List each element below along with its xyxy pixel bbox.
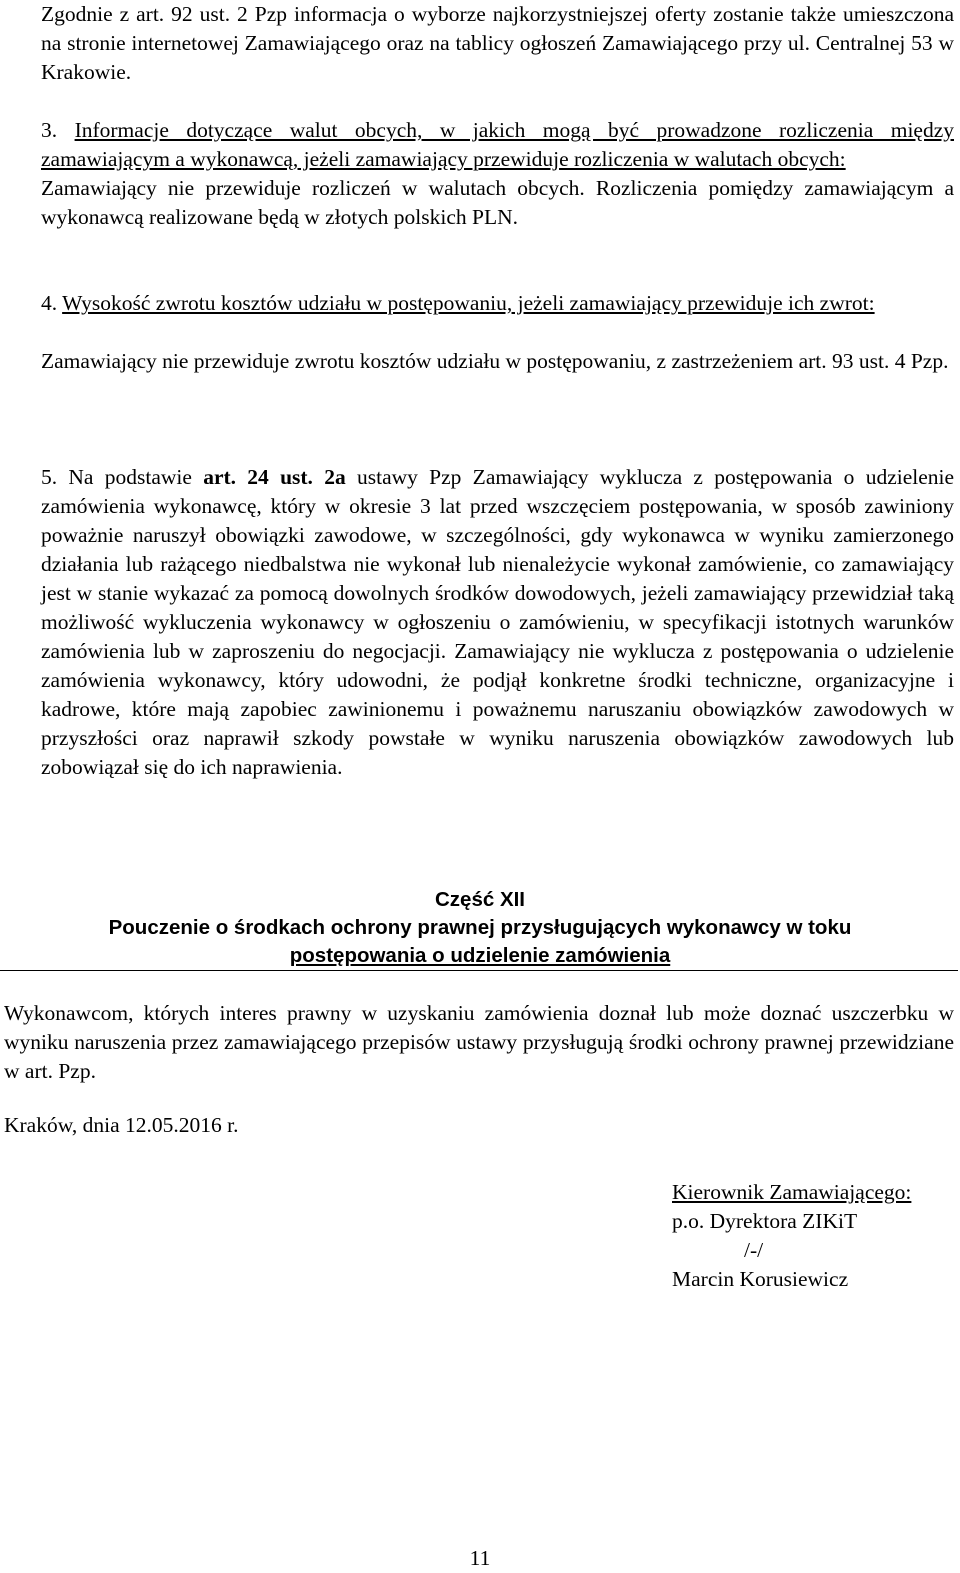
remedies-paragraph: Wykonawcom, których interes prawny w uzyskaniu zamówienia doznał lub może doznać uszczerbku w wyniku naruszenia przez zamawiającego przepisów ustawy przysługują środki ochrony prawnej przewidziane w art. Pzp. <box>4 1001 954 1083</box>
section-3-body: Zamawiający nie przewiduje rozliczeń w walutach obcych. Rozliczenia pomiędzy zamawiającym a wykonawcą realizowane będą w złotych polskich PLN. <box>41 176 954 229</box>
date-line: Kraków, dnia 12.05.2016 r. <box>4 1113 239 1137</box>
section-4-body: Zamawiający nie przewiduje zwrotu kosztów udziału w postępowaniu, z zastrzeżeniem art. 93 ust. 4 Pzp. <box>41 349 949 373</box>
signature-block <box>672 1178 957 1294</box>
part-title: Część XII <box>434 888 526 911</box>
section-5 <box>41 463 954 782</box>
part-subtitle-line1: Pouczenie o środkach ochrony prawnej przysługujących wykonawcy w toku <box>108 916 852 939</box>
section-5-body <box>41 463 954 782</box>
section-4 <box>41 289 954 376</box>
part-heading <box>0 886 960 970</box>
section-3-title: Informacje dotyczące walut obcych, w jakich mogą być prowadzone rozliczenia między zamawiającym a wykonawcą, jeżeli zamawiający przewiduje rozliczenia w walutach obcych: <box>41 118 954 171</box>
intro-paragraph: Zgodnie z art. 92 ust. 2 Pzp informacja o wyborze najkorzystniejszej oferty zostanie także umieszczona na stronie internetowej Zamawiającego oraz na tablicy ogłoszeń Zamawiającego przy ul. Centralnej 53 w Krakowie. <box>41 2 954 84</box>
part-subtitle-line2: postępowania o udzielenie zamówienia <box>289 944 671 967</box>
signature-mark: /-/ <box>744 1238 764 1262</box>
section-3 <box>41 116 954 232</box>
signature-name: Marcin Korusiewicz <box>672 1267 849 1291</box>
signature-on-behalf: p.o. Dyrektora ZIKiT <box>672 1209 858 1233</box>
section-5-legal-reference: art. 24 ust. 2a <box>203 465 346 489</box>
section-4-title: Wysokość zwrotu kosztów udziału w postępowaniu, jeżeli zamawiający przewiduje ich zwrot: <box>62 291 875 315</box>
section-5-text: ustawy Pzp Zamawiający wyklucza z postępowania o udzielenie zamówienia wykonawcę, który w okresie 3 lat przed wszczęciem postępowania, w sposób zawiniony poważnie naruszył obowiązki zawodowe, w szczególności, gdy wykonawca w wyniku zamierzonego działania lub rażącego niedbalstwa nie wykonał lub nienależycie wykonał zamówienie, co zamawiający jest w stanie wykazać za pomocą dowolnych środków dowodowych, jeżeli zamawiający przewidział taką możliwość wykluczenia wykonawcy w ogłoszeniu o zamówieniu, w specyfikacji istotnych warunków zamówienia lub w zaproszeniu do negocjacji. Zamawiający nie wyklucza z postępowania o udzielenie zamówienia wykonawcy, który udowodni, że podjął konkretne środki techniczne, organizacyjne i kadrowe, które mają zapobiec zawinionemu i poważnemu naruszaniu obowiązków zawodowych w przyszłości oraz naprawił szkody powstałe w wyniku naruszenia obowiązków zawodowych lub zobowiązał się do ich naprawienia. <box>41 465 955 779</box>
section-4-number: 4. <box>41 291 58 315</box>
section-4-heading <box>41 289 954 318</box>
heading-divider <box>0 970 958 971</box>
section-3-number: 3. <box>41 118 58 142</box>
section-3-heading <box>41 116 954 174</box>
page-number: 11 <box>469 1546 491 1570</box>
section-5-lead: Na podstawie <box>68 465 192 489</box>
signature-role: Kierownik Zamawiającego: <box>672 1180 912 1204</box>
section-5-number: 5. <box>41 465 58 489</box>
